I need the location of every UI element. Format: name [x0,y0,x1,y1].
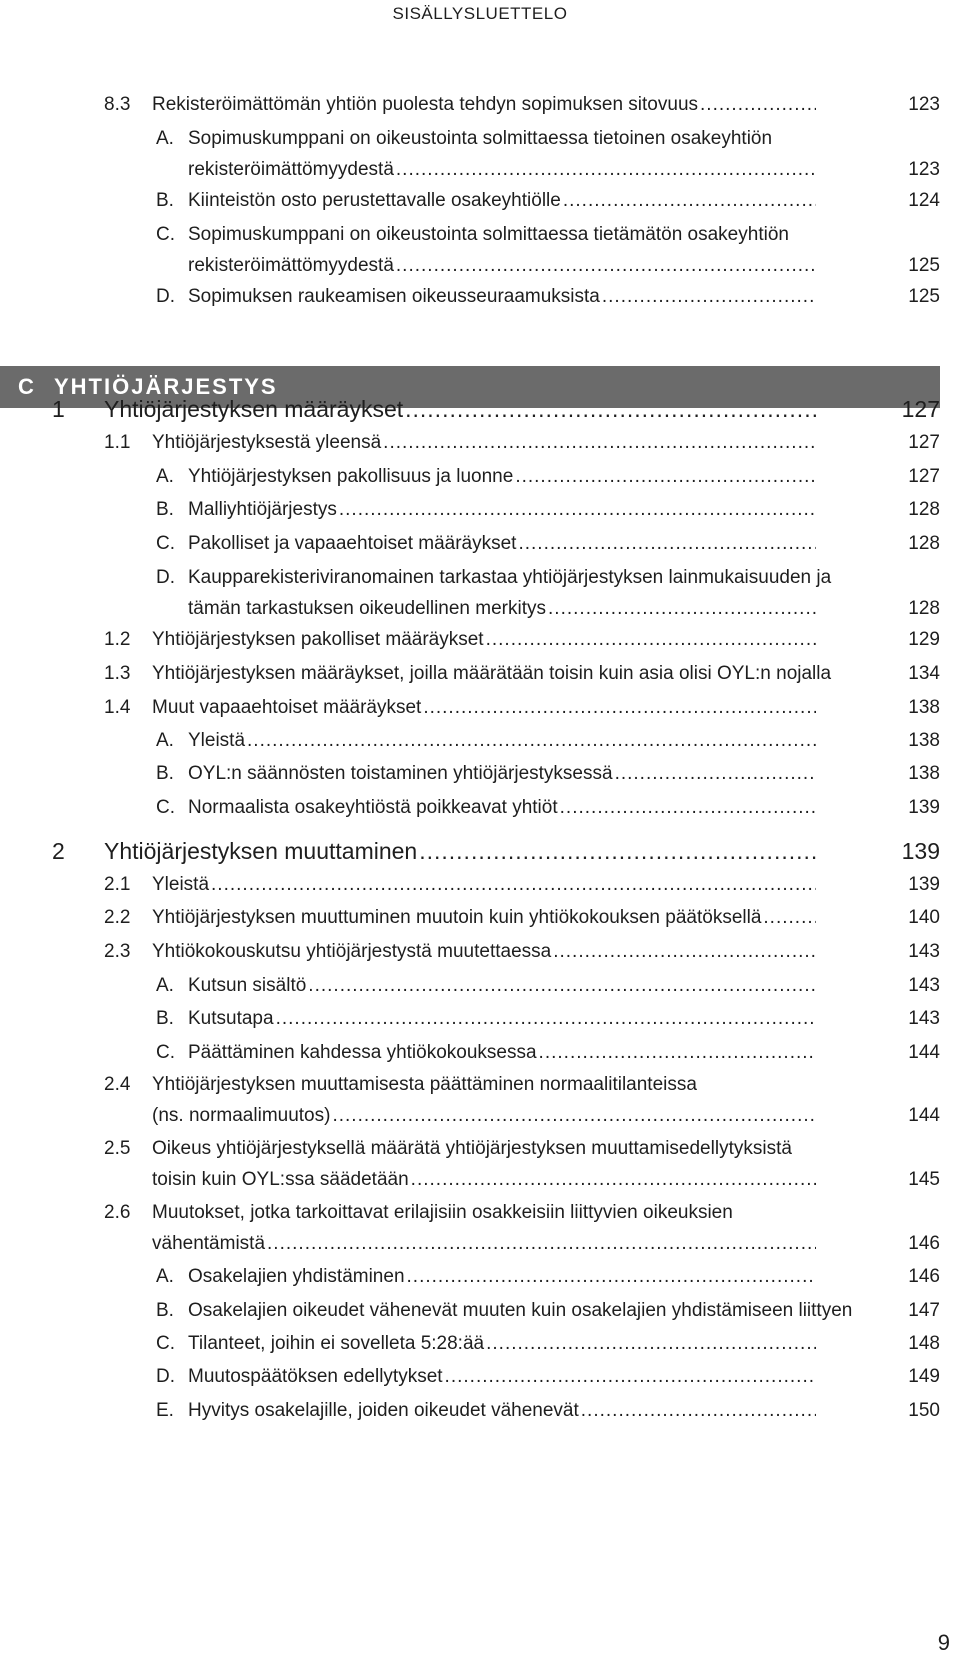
toc-entry[interactable] [0,1040,960,1066]
toc-entry-line [188,761,816,787]
toc-entry-title: Muutospäätöksen edellytykset [188,1366,443,1387]
toc-entry-page: 143 [908,1008,940,1029]
toc-entry-title: Yhtiöjärjestyksen määräykset [104,396,404,422]
toc-entry-number: A. [156,1266,174,1287]
toc-entry[interactable] [0,394,960,424]
toc-entry-number: A. [156,975,174,996]
toc-entry-title: Pakolliset ja vapaaehtoiset määräykset [188,533,517,554]
toc-entry-page: 125 [908,286,940,307]
toc-entry-page: 139 [901,838,940,864]
toc-entry[interactable] [0,836,960,866]
toc-entry-page: 139 [908,797,940,818]
toc-entry-page: 149 [908,1366,940,1387]
toc-entry[interactable] [0,661,960,687]
running-header: SISÄLLYSLUETTELO [392,4,568,23]
toc-entry-number: 1 [52,396,65,422]
toc-entry-title-line2: rekisteröimättömyydestä [188,159,394,180]
toc-entry[interactable] [0,1136,960,1196]
leader-dots [486,627,816,653]
page-number: 9 [937,1630,950,1655]
toc-entry-title: Päättäminen kahdessa yhtiökokouksessa [188,1042,537,1063]
leader-dots [396,253,816,279]
toc-entry-line [188,1040,816,1066]
toc-entry-page: 144 [908,1105,940,1126]
leader-dots [396,157,816,183]
toc-entry-number: 2.1 [104,874,131,895]
toc-entry-page: 145 [908,1169,940,1190]
toc-entry-line [152,661,832,687]
toc-entry-title-line2: toisin kuin OYL:ssa säädetään [152,1169,409,1190]
leader-dots [615,761,816,787]
leader-dots [560,795,816,821]
toc-entry-number: 2.5 [104,1138,131,1159]
section-letter: C [18,374,36,399]
toc-entry-number: D. [156,286,175,307]
toc-entry-title: Rekisteröimättömän yhtiön puolesta tehdyn sopimuksen sitovuus [152,94,699,115]
toc-entry-page: 146 [908,1233,940,1254]
toc-entry-number: C. [156,533,175,554]
leader-dots [332,1103,816,1129]
toc-entry[interactable] [0,939,960,965]
toc-entry-title: Normaalista osakeyhtiöstä poikkeavat yhtiöt [188,797,558,818]
toc-entry[interactable] [0,284,960,310]
toc-entry-title: Malliyhtiöjärjestys [188,499,337,520]
toc-entry-page: 139 [908,874,940,895]
toc-entry-title: Yhtiöjärjestyksen määräykset, joilla määrätään toisin kuin asia olisi OYL:n nojalla [152,663,832,684]
toc-entry-title: Osakelajien oikeudet vähenevät muuten kuin osakelajien yhdistämiseen liittyen [188,1300,853,1321]
toc-entry-line [188,795,816,821]
leader-dots [267,1231,816,1257]
toc-entry[interactable] [0,1398,960,1424]
toc-entry-page: 138 [908,697,940,718]
leader-dots [308,973,816,999]
toc-entry[interactable] [0,795,960,821]
toc-entry-number: B. [156,499,174,520]
toc-entry-number: C. [156,797,175,818]
leader-dots [602,284,816,310]
toc-entry-page: 127 [908,466,940,487]
toc-entry[interactable] [0,1298,960,1324]
section-title: YHTIÖJÄRJESTYS [54,374,278,399]
toc-entry-number: 2 [52,838,65,864]
toc-entry-line [188,973,816,999]
leader-dots [486,1331,816,1357]
toc-entry[interactable] [0,430,960,456]
toc-entry-number: 2.3 [104,941,131,962]
toc-entry[interactable] [0,1331,960,1357]
toc-entry-title-continued [152,1231,816,1257]
toc-entry-title: Hyvitys osakelajille, joiden oikeudet vähenevät [188,1400,579,1421]
toc-entry-title: Yhtiöjärjestyksen muuttuminen muutoin kuin yhtiökokouksen päätöksellä [152,907,762,928]
toc-entry[interactable] [0,1364,960,1390]
toc-entry-title: Kaupparekisteriviranomainen tarkastaa yhtiöjärjestyksen lainmukaisuuden ja [188,567,832,588]
toc-entry-page: 127 [908,432,940,453]
toc-entry-line [152,627,816,653]
toc-entry-number: 2.2 [104,907,131,928]
toc-entry-line [104,394,816,424]
leader-dots [339,497,816,523]
toc-entry[interactable] [0,531,960,557]
toc-entry[interactable] [0,728,960,754]
leader-dots [419,836,816,866]
toc-entry-title-continued [152,1103,816,1129]
toc-entry[interactable] [0,1072,960,1132]
toc-entry-number: 1.3 [104,663,131,684]
toc-entry-line [188,1298,853,1324]
toc-entry-number: A. [156,466,174,487]
toc-entry-title: Yleistä [188,730,246,751]
toc-entry-line [152,905,816,931]
toc-entry-line [188,728,816,754]
toc-entry-number: 8.3 [104,94,131,115]
toc-entry-title-line2: tämän tarkastuksen oikeudellinen merkitys [188,598,547,619]
toc-entry-title: Yhtiöjärjestyksen pakollisuus ja luonne [188,466,514,487]
toc-entry-page: 144 [908,1042,940,1063]
toc-entry-title-line2: (ns. normaalimuutos) [152,1105,331,1126]
leader-dots [211,872,816,898]
toc-entry-line [188,1364,816,1390]
toc-entry-title: Kutsun sisältö [188,975,307,996]
toc-entry-title: Tilanteet, joihin ei sovelleta 5:28:ää [188,1333,485,1354]
toc-entry-page: 123 [908,159,940,180]
toc-entry-line [188,284,816,310]
toc-entry-title: Yhtiöjärjestyksestä yleensä [152,432,382,453]
toc-entry-line [188,531,816,557]
leader-dots [700,92,816,118]
leader-dots [247,728,816,754]
toc-entry-line [188,464,816,490]
toc-entry-page: 138 [908,763,940,784]
toc-entry-number: C. [156,1333,175,1354]
toc-entry-line [188,188,816,214]
leader-dots [411,1167,816,1193]
toc-entry[interactable] [0,1200,960,1260]
toc-entry-number: 2.6 [104,1202,131,1223]
leader-dots [445,1364,816,1390]
toc-entry-title: Muutokset, jotka tarkoittavat erilajisiin osakkeisiin liittyvien oikeuksien [152,1202,733,1223]
toc-entry-page: 138 [908,730,940,751]
leader-dots [405,394,816,424]
toc-entry-number: A. [156,730,174,751]
toc-entry[interactable] [0,761,960,787]
toc-entry[interactable] [0,627,960,653]
toc-entry-page: 143 [908,941,940,962]
toc-entry-number: 2.4 [104,1074,131,1095]
leader-dots [763,905,816,931]
toc-entry-number: D. [156,567,175,588]
toc-entry-title: Osakelajien yhdistäminen [188,1266,405,1287]
toc-entry-number: 1.2 [104,629,131,650]
toc-entry-page: 146 [908,1266,940,1287]
toc-entry-page: 127 [901,396,940,422]
toc-entry-title: Yleistä [152,874,210,895]
toc-entry[interactable] [0,973,960,999]
toc-entry-line [188,1398,816,1424]
toc-entry-number: B. [156,1008,174,1029]
toc-entry-number: 1.1 [104,432,131,453]
toc-entry-page: 150 [908,1400,940,1421]
toc-entry-title-continued [188,596,816,622]
toc-entry[interactable] [0,188,960,214]
toc-entry-page: 140 [908,907,940,928]
toc-entry-title-line2: vähentämistä [152,1233,266,1254]
toc-entry-line [188,1006,816,1032]
toc-entry[interactable] [0,905,960,931]
toc-entry-number: A. [156,128,174,149]
toc-entry-page: 124 [908,190,940,211]
leader-dots [383,430,816,456]
leader-dots [276,1006,816,1032]
toc-entry-title: Muut vapaaehtoiset määräykset [152,697,422,718]
toc-entry-number: 1.4 [104,697,131,718]
toc-entry-number: E. [156,1400,174,1421]
toc-entry-number: D. [156,1366,175,1387]
toc-entry-page: 134 [908,663,940,684]
toc-entry[interactable] [0,695,960,721]
toc-entry-title: Sopimuskumppani on oikeustointa solmittaessa tietämätön osakeyhtiön [188,224,789,245]
toc-entry-number: C. [156,1042,175,1063]
toc-entry-line [152,695,816,721]
toc-entry-line [152,92,816,118]
toc-entry-title: Yhtiöjärjestyksen pakolliset määräykset [152,629,484,650]
toc-entry-page: 129 [908,629,940,650]
toc-entry-title: Kiinteistön osto perustettavalle osakeyhtiölle [188,190,561,211]
leader-dots [553,939,816,965]
toc-entry-line [188,497,816,523]
toc-entry-title: Yhtiöjärjestyksen muuttamisesta päättäminen normaalitilanteissa [152,1074,697,1095]
leader-dots [548,596,816,622]
toc-entry[interactable] [0,464,960,490]
toc-entry-page: 128 [908,499,940,520]
toc-entry-page: 128 [908,598,940,619]
leader-dots [539,1040,816,1066]
toc-entry-line [152,872,816,898]
toc-entry-title-continued [188,157,816,183]
toc-entry-title-continued [188,253,816,279]
toc-entry[interactable] [0,126,960,186]
toc-entry[interactable] [0,92,960,118]
toc-entry-page: 125 [908,255,940,276]
toc-entry-line [152,939,816,965]
toc-entry[interactable] [0,565,960,625]
toc-entry-title: Sopimuksen raukeamisen oikeusseuraamuksista [188,286,600,307]
toc-entry[interactable] [0,1264,960,1290]
toc-entry[interactable] [0,497,960,523]
toc-entry-page: 147 [908,1300,940,1321]
toc-entry-title: Kutsutapa [188,1008,274,1029]
toc-entry-title: Oikeus yhtiöjärjestyksellä määrätä yhtiöjärjestyksen muuttamisedellytyksistä [152,1138,792,1159]
toc-entry-line [152,430,816,456]
toc-entry-title: Yhtiökokouskutsu yhtiöjärjestystä muutettaessa [152,941,552,962]
toc-entry[interactable] [0,222,960,282]
leader-dots [563,188,816,214]
leader-dots [423,695,816,721]
toc-entry-line [104,836,816,866]
leader-dots [518,531,816,557]
toc-entry[interactable] [0,872,960,898]
toc-entry-line [188,1264,816,1290]
toc-entry[interactable] [0,1006,960,1032]
leader-dots [515,464,816,490]
toc-entry-title-continued [152,1167,816,1193]
toc-entry-number: B. [156,1300,174,1321]
toc-entry-line [188,1331,816,1357]
leader-dots [581,1398,816,1424]
toc-entry-number: B. [156,763,174,784]
toc-entry-page: 143 [908,975,940,996]
toc-entry-page: 148 [908,1333,940,1354]
toc-entry-title: OYL:n säännösten toistaminen yhtiöjärjestyksessä [188,763,613,784]
toc-entry-page: 123 [908,94,940,115]
toc-entry-page: 128 [908,533,940,554]
toc-entry-title-line2: rekisteröimättömyydestä [188,255,394,276]
leader-dots [407,1264,816,1290]
toc-entry-number: B. [156,190,174,211]
toc-entry-number: C. [156,224,175,245]
toc-entry-title: Yhtiöjärjestyksen muuttaminen [104,838,418,864]
toc-entry-title: Sopimuskumppani on oikeustointa solmittaessa tietoinen osakeyhtiön [188,128,773,149]
